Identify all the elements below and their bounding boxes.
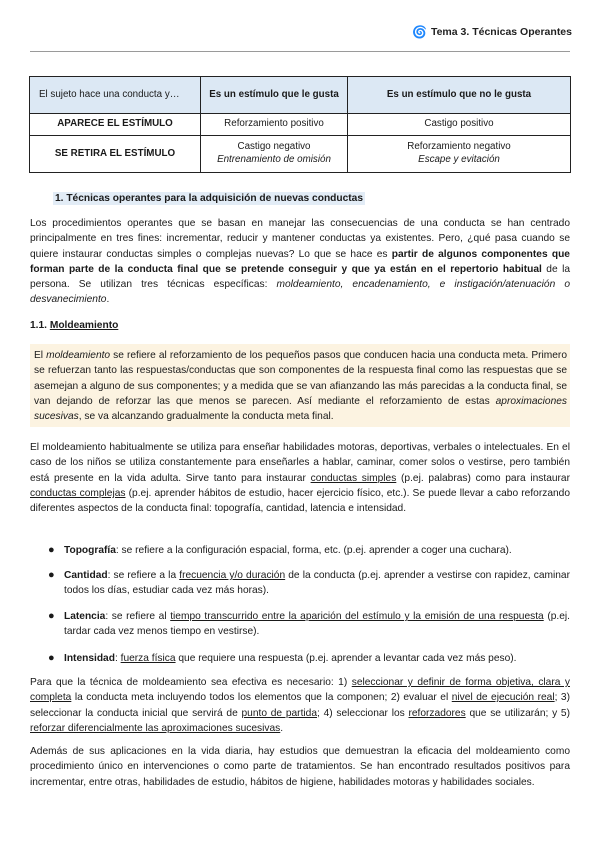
text-run: de la persona. Se utilizan tres técnicas específicas: <box>30 263 571 291</box>
bullet-term: Topografía <box>64 545 116 556</box>
text-run: (p.ej. palabras) como para instaurar <box>396 472 570 484</box>
text-run: que se utilizarán; y 5) <box>465 707 570 719</box>
text-run: : se refiere a la configuración espacial, forma, etc. (p.ej. aprender a coger una cuchara). <box>115 545 512 556</box>
header-divider <box>30 51 570 52</box>
italic-run: moldeamiento, encadenamiento, e instigación/atenuación o desvanecimiento <box>30 279 571 306</box>
requirements-paragraph <box>30 675 570 736</box>
text-run: . <box>280 722 284 734</box>
text-run: , se va alcanzando gradualmente la conducta meta final. <box>78 411 334 423</box>
subsection-number: 1.1. <box>30 320 50 331</box>
list-item <box>48 609 570 640</box>
underlined-run: frecuencia y/o duración <box>179 570 286 581</box>
subsection-title: Moldeamiento <box>49 320 119 331</box>
cell-sub: Entrenamiento de omisión <box>217 154 331 165</box>
table-header-row <box>30 77 571 114</box>
text-run: : se refiere al <box>105 611 171 622</box>
cell-sub: Escape y evitación <box>418 154 500 165</box>
table-row-appears: APARECE EL ESTÍMULO <box>30 114 201 136</box>
italic-run: aproximaciones sucesivas <box>34 395 567 423</box>
underlined-run: nivel de ejecución real <box>451 692 555 704</box>
underlined-run: conductas simples <box>310 472 397 484</box>
text-run: la conducta meta incluyendo todos los elementos que la componen; 2) evaluar el <box>71 692 452 704</box>
text-run: de la conducta (p.ej. aprender a vestirse con rapidez, caminar todos los días, estudiar cada vez más horas). <box>64 570 570 597</box>
bullet-term: Latencia <box>64 611 106 622</box>
table-col-dislike: Es un estímulo que no le gusta <box>348 77 571 114</box>
text-run: : se refiere a la <box>107 570 180 581</box>
cell-main: Reforzamiento negativo <box>407 141 511 153</box>
table-row-removed: SE RETIRA EL ESTÍMULO <box>30 136 201 173</box>
text-run: (p.ej. aprender hábitos de estudio, hacer ejercicio físico, etc.). Se puede llevar a cabo reforzando diferentes aspectos de la conducta final: topografía, cantidad, latencia e intensidad. <box>30 487 570 515</box>
underlined-run: fuerza física <box>120 653 176 664</box>
table-row <box>30 136 571 173</box>
bullet-icon: ● <box>48 544 55 556</box>
bold-run: partir de algunos componentes que forman parte de la conducta final que se pretende conseguir y que ya están en el repertorio habitual <box>30 248 570 275</box>
text-run: Los procedimientos operantes que se basan en manejar las consecuencias de una conducta se han centrado principalmente en tres fines: incrementar, reducir y mantener conductas ya existentes. Pero, ¿qué pasa cuando se quiere instaurar conductas simples o complejas nuevas? Lo que se hace es <box>30 218 570 260</box>
bullet-term: Intensidad <box>64 653 115 664</box>
intro-paragraph <box>30 216 570 308</box>
table-col-like: Es un estímulo que le gusta <box>201 77 348 114</box>
list-item <box>48 651 570 666</box>
bullet-icon: ● <box>48 610 55 622</box>
table-cell: Castigo positivo <box>348 114 571 136</box>
underlined-run: conductas complejas <box>30 487 126 499</box>
page-header <box>412 26 572 38</box>
table-cell: Reforzamiento positivo <box>201 114 348 136</box>
table-corner-cell: El sujeto hace una conducta y… <box>30 77 201 114</box>
cell-main: Castigo negativo <box>237 141 311 153</box>
underlined-run: seleccionar y definir de forma objetiva, clara y completa <box>30 677 570 704</box>
table-cell <box>201 136 348 173</box>
text-run: El <box>34 350 47 361</box>
text-run: se refiere al reforzamiento de los pequeños pasos que conducen hacia una conducta meta. Primero se refuerzan tanto las respuestas/conductas que son componentes de la respuesta final como las respuestas que se asemejan a alguno de sus componentes; y a medida que se van afianzando las más parecidas a la conducta final, se van dejando de reforzar las que menos se parecen. Así mediante el reforzamiento de estas <box>34 350 567 407</box>
header-title: Tema 3. Técnicas Operantes <box>430 26 572 38</box>
italic-run: moldeamiento <box>46 350 111 361</box>
underlined-run: punto de partida <box>241 707 317 719</box>
text-run: Para que la técnica de moldeamiento sea efectiva es necesario: 1) <box>30 677 352 688</box>
text-run: . <box>106 294 110 306</box>
underlined-run: tiempo transcurrido entre la aparición del estímulo y la emisión de una respuesta <box>170 611 544 622</box>
text-run: El moldeamiento habitualmente se utiliza para enseñar habilidades motoras, deportivas, verbales o intelectuales. En el caso de los niños se utiliza constantemente para enseñarles a hablar, caminar, comer solos o vestirse, pero también está presente en la vida adulta. Sirve tanto para instaurar <box>30 442 570 484</box>
evidence-paragraph: Además de sus aplicaciones en la vida diaria, hay estudios que demuestran la eficacia del moldeamiento como procedimiento único en intervenciones o como parte de tratamientos. Se han encontrado resultados positivos para incrementar, entre otras, habilidades de estudio, hábitos de higiene, habilidades motoras y habilidades sociales. <box>30 746 570 788</box>
text-run: ; 3) seleccionar la conducta inicial que servirá de <box>30 692 570 719</box>
text-run: (p.ej. tardar cada vez menos tiempo en vestirse). <box>64 611 570 638</box>
list-item <box>48 543 570 558</box>
table-row <box>30 114 571 136</box>
list-item <box>48 568 570 599</box>
spiral-icon: 🌀 <box>412 25 427 39</box>
bullet-term: Cantidad <box>64 570 108 581</box>
text-run: que requiere una respuesta (p.ej. aprender a levantar cada vez más peso). <box>175 653 517 664</box>
usage-paragraph <box>30 440 570 516</box>
underlined-run: reforzar diferencialmente las aproximaciones sucesivas <box>30 722 281 734</box>
bullet-icon: ● <box>48 569 55 581</box>
table-cell <box>348 136 571 173</box>
underlined-run: reforzadores <box>408 707 466 719</box>
operant-matrix-table <box>29 76 571 173</box>
definition-text <box>34 348 567 424</box>
section-heading: 1. Técnicas operantes para la adquisición de nuevas conductas <box>55 193 363 204</box>
bullet-icon: ● <box>48 652 55 664</box>
text-run: ; 4) seleccionar los <box>317 707 409 719</box>
text-run: : <box>114 653 121 664</box>
subsection-heading <box>30 320 118 331</box>
